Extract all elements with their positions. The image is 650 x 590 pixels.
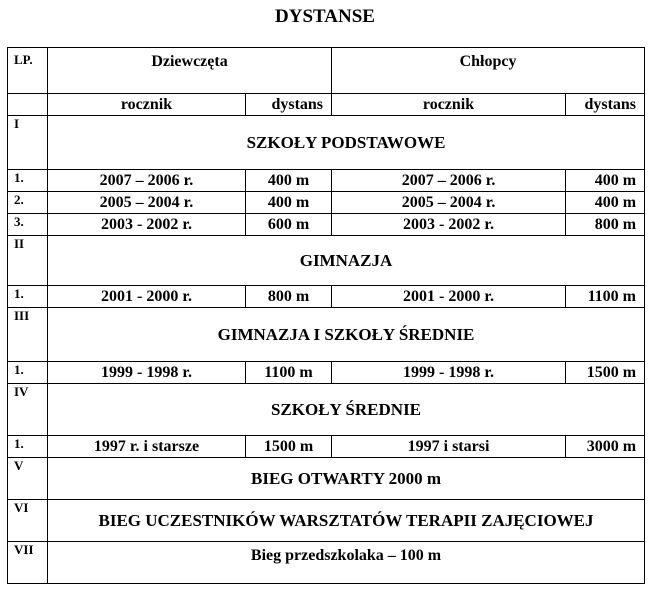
section-number: VII — [8, 542, 48, 584]
header-boys: Chłopcy — [332, 48, 645, 94]
row-number: 1. — [8, 436, 48, 458]
boys-distance: 400 m — [566, 192, 645, 214]
girls-year: 1997 r. i starsze — [48, 436, 246, 458]
row-number: 1. — [8, 362, 48, 384]
boys-year: 2001 - 2000 r. — [332, 286, 566, 308]
table-row — [8, 192, 645, 214]
table-row — [8, 362, 645, 384]
page-title: DYSTANSE — [275, 6, 375, 27]
boys-distance: 3000 m — [566, 436, 645, 458]
boys-year: 2007 – 2006 r. — [332, 170, 566, 192]
section-title: GIMNAZJA I SZKOŁY ŚREDNIE — [48, 308, 645, 362]
table-row — [8, 286, 645, 308]
table-row — [8, 170, 645, 192]
table-row — [8, 214, 645, 236]
boys-distance: 800 m — [566, 214, 645, 236]
header-lp-blank — [8, 94, 48, 116]
header-girls-year: rocznik — [48, 94, 246, 116]
row-number: 1. — [8, 286, 48, 308]
boys-year: 2003 - 2002 r. — [332, 214, 566, 236]
girls-distance: 600 m — [246, 214, 332, 236]
distances-table — [7, 47, 645, 584]
section-number: II — [8, 236, 48, 286]
section-number: III — [8, 308, 48, 362]
row-number: 1. — [8, 170, 48, 192]
girls-distance: 1500 m — [246, 436, 332, 458]
girls-year: 1999 - 1998 r. — [48, 362, 246, 384]
header-lp: LP. — [8, 48, 48, 94]
header-boys-year: rocznik — [332, 94, 566, 116]
girls-year: 2003 - 2002 r. — [48, 214, 246, 236]
girls-distance: 800 m — [246, 286, 332, 308]
header-boys-distance: dystans — [566, 94, 645, 116]
boys-distance: 1100 m — [566, 286, 645, 308]
section-number: VI — [8, 500, 48, 542]
section-title: SZKOŁY PODSTAWOWE — [48, 116, 645, 170]
table-row — [8, 436, 645, 458]
boys-year: 1999 - 1998 r. — [332, 362, 566, 384]
girls-year: 2005 – 2004 r. — [48, 192, 246, 214]
section-title: GIMNAZJA — [48, 236, 645, 286]
boys-year: 1997 i starsi — [332, 436, 566, 458]
boys-distance: 1500 m — [566, 362, 645, 384]
boys-distance: 400 m — [566, 170, 645, 192]
section-number: IV — [8, 384, 48, 436]
girls-year: 2007 – 2006 r. — [48, 170, 246, 192]
girls-distance: 400 m — [246, 192, 332, 214]
section-title: Bieg przedszkolaka – 100 m — [48, 542, 645, 584]
row-number: 2. — [8, 192, 48, 214]
header-girls: Dziewczęta — [48, 48, 332, 94]
section-number: V — [8, 458, 48, 500]
row-number: 3. — [8, 214, 48, 236]
section-title: BIEG UCZESTNIKÓW WARSZTATÓW TERAPII ZAJĘCIOWEJ — [48, 500, 645, 542]
section-title: BIEG OTWARTY 2000 m — [48, 458, 645, 500]
header-girls-distance: dystans — [246, 94, 332, 116]
girls-distance: 1100 m — [246, 362, 332, 384]
girls-distance: 400 m — [246, 170, 332, 192]
section-number: I — [8, 116, 48, 170]
section-title: SZKOŁY ŚREDNIE — [48, 384, 645, 436]
boys-year: 2005 – 2004 r. — [332, 192, 566, 214]
girls-year: 2001 - 2000 r. — [48, 286, 246, 308]
